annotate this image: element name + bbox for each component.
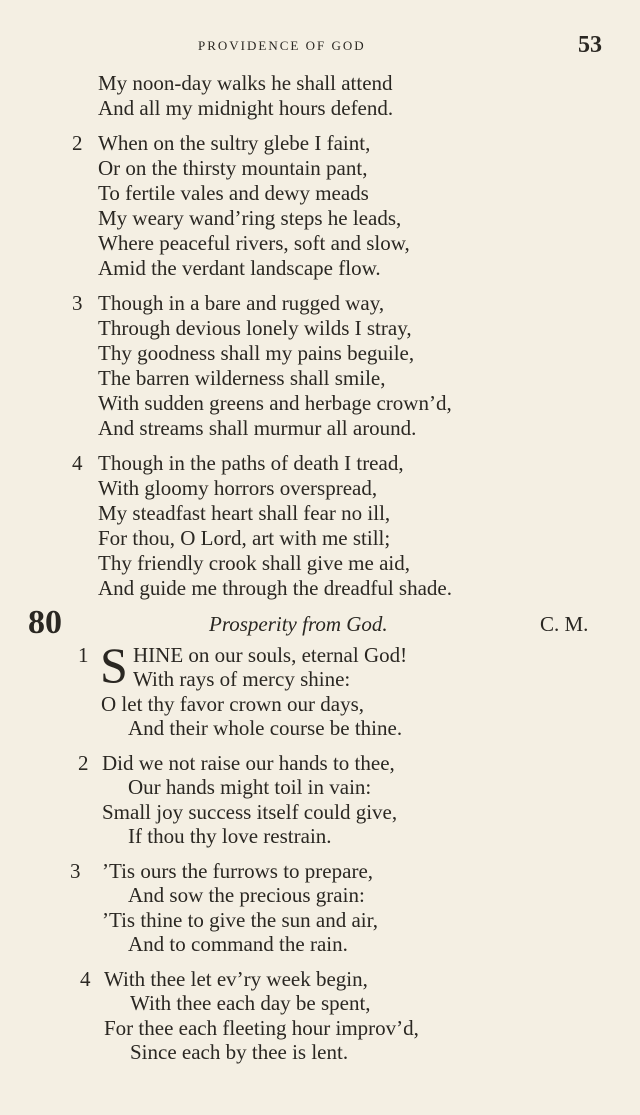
hymn-title: Prosperity from God.: [209, 612, 388, 636]
page-number: 53: [578, 32, 602, 58]
verse-line: Though in a bare and rugged way,: [98, 291, 385, 315]
verse-line: Though in the paths of death I tread,: [98, 451, 404, 475]
verse-line: My noon-day walks he shall attend: [98, 71, 393, 95]
verse-line: If thou thy love restrain.: [128, 824, 332, 848]
verse-line: ’Tis thine to give the sun and air,: [102, 908, 379, 932]
verse-line: Our hands might toil in vain:: [128, 775, 372, 799]
verse-line: And all my midnight hours defend.: [98, 96, 394, 120]
verse-line: When on the sultry glebe I faint,: [98, 131, 371, 155]
verse-line: And streams shall murmur all around.: [98, 416, 417, 440]
verse-number: 2: [78, 751, 89, 775]
verse-line: Amid the verdant landscape flow.: [98, 256, 381, 280]
page-header: [0, 32, 640, 60]
verse-line: With gloomy horrors overspread,: [98, 476, 378, 500]
verse-line: Thy goodness shall my pains beguile,: [98, 341, 415, 365]
verse-line: With thee each day be spent,: [130, 991, 371, 1015]
verse-line: Since each by thee is lent.: [130, 1040, 349, 1064]
drop-cap: S: [100, 637, 128, 693]
verse-line: And their whole course be thine.: [128, 716, 403, 740]
verse-line: Thy friendly crook shall give me aid,: [98, 551, 410, 575]
verse-line: Did we not raise our hands to thee,: [102, 751, 395, 775]
verse-number: 3: [72, 291, 83, 315]
verse-line: Through devious lonely wilds I stray,: [98, 316, 412, 340]
verse-line: For thou, O Lord, art with me still;: [98, 526, 391, 550]
verse-line: Or on the thirsty mountain pant,: [98, 156, 368, 180]
verse-line: O let thy favor crown our days,: [101, 692, 365, 716]
verse-number: 2: [72, 131, 83, 155]
verse-number: 1: [78, 643, 89, 667]
hymn-meter: C. M.: [540, 612, 589, 636]
verse-number: 4: [80, 967, 91, 991]
verse-line: With sudden greens and herbage crown’d,: [98, 391, 452, 415]
verse-line: To fertile vales and dewy meads: [98, 181, 369, 205]
verse-line: ’Tis ours the furrows to prepare,: [102, 859, 374, 883]
verse-number: 4: [72, 451, 83, 475]
verse-line: With rays of mercy shine:: [133, 667, 351, 691]
verse-line: And sow the precious grain:: [128, 883, 365, 907]
verse-line: With thee let ev’ry week begin,: [104, 967, 368, 991]
verse-line: And to command the rain.: [128, 932, 348, 956]
hymn-number: 80: [28, 604, 62, 641]
verse-line: And guide me through the dreadful shade.: [98, 576, 452, 600]
verse-line: The barren wilderness shall smile,: [98, 366, 386, 390]
verse-number: 3: [70, 859, 81, 883]
verse-line: For thee each fleeting hour improv’d,: [104, 1016, 419, 1040]
verse-line: My weary wand’ring steps he leads,: [98, 206, 402, 230]
verse-line: HINE on our souls, eternal God!: [133, 643, 408, 667]
verse-line: My steadfast heart shall fear no ill,: [98, 501, 391, 525]
running-head: PROVIDENCE OF GOD: [198, 38, 366, 53]
verse-line: Small joy success itself could give,: [102, 800, 398, 824]
verse-line: Where peaceful rivers, soft and slow,: [98, 231, 410, 255]
